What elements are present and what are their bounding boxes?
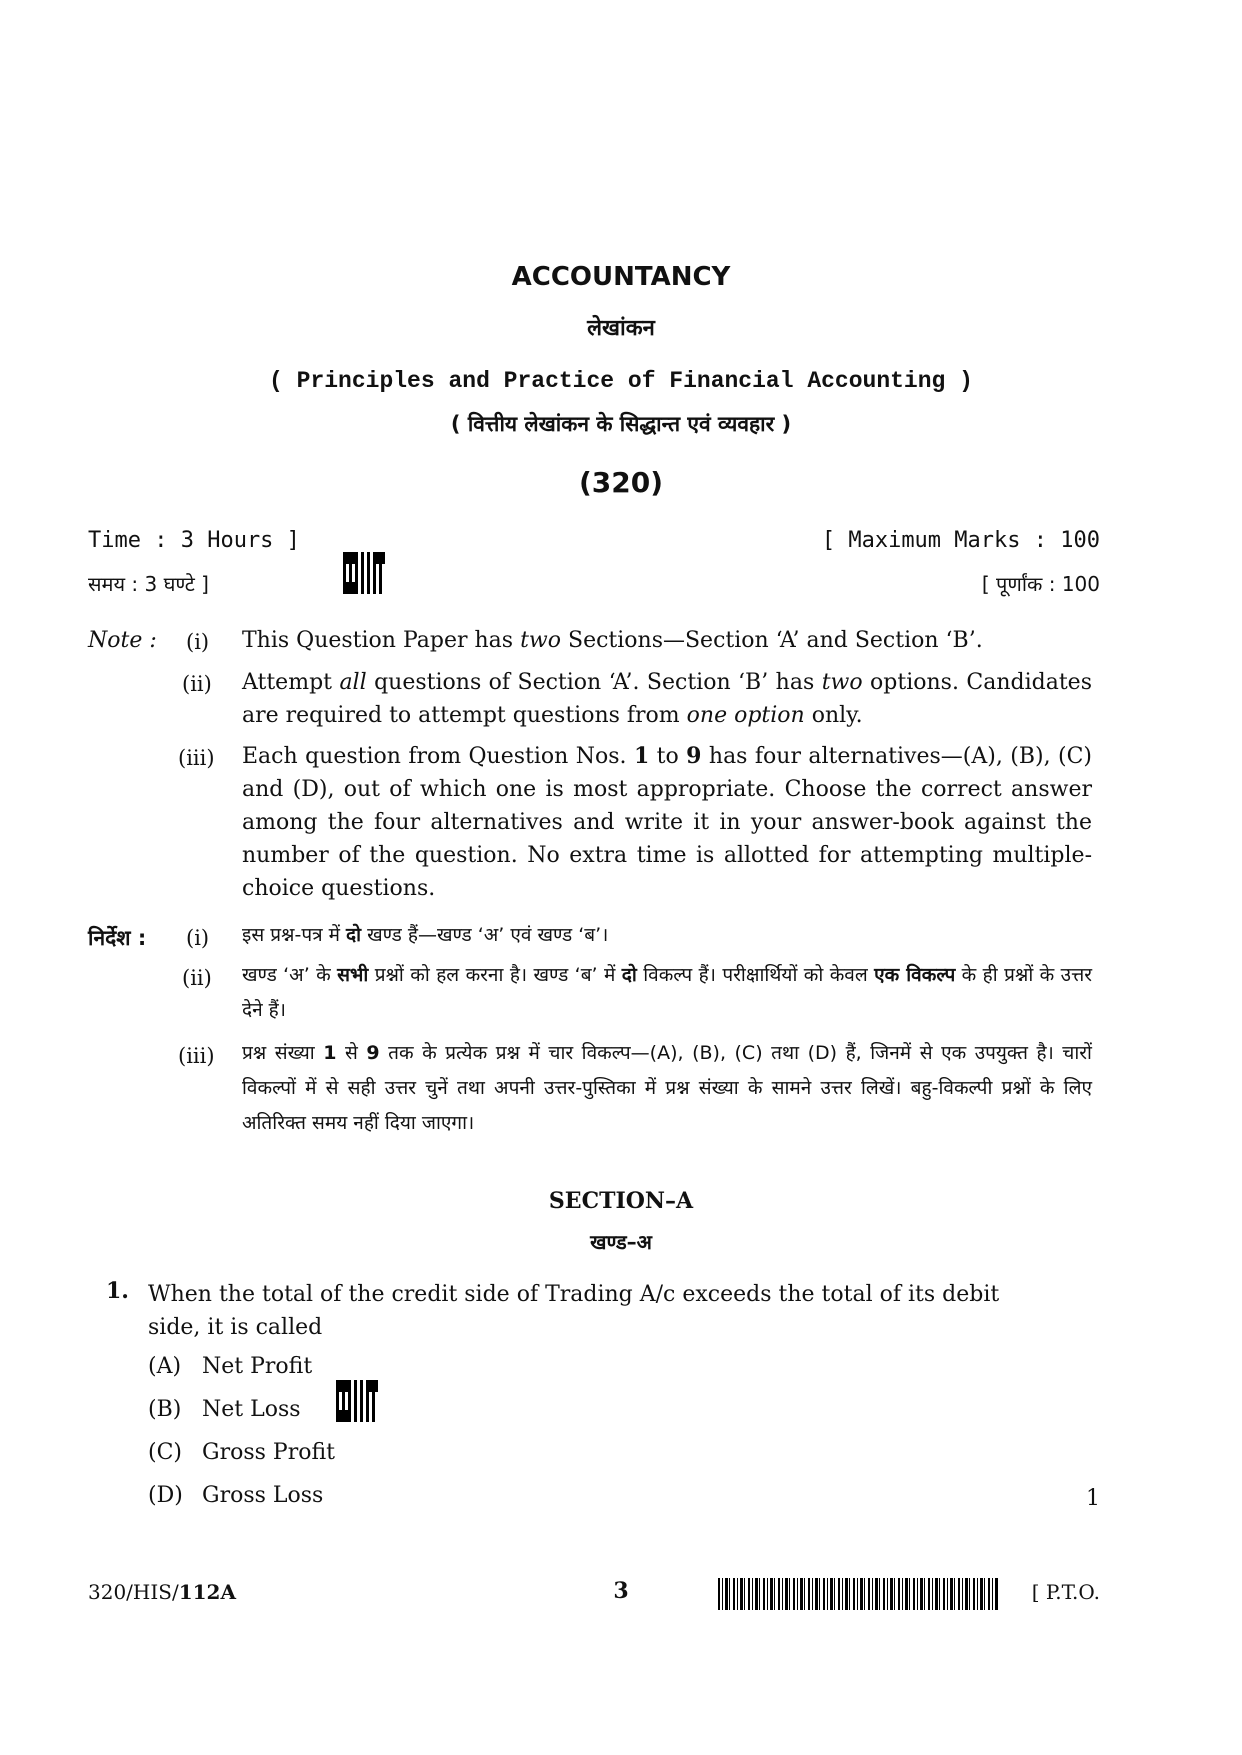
page-number: 3 <box>613 1578 629 1604</box>
barcode-icon <box>718 1578 998 1610</box>
option-d <box>148 1483 323 1508</box>
footer-code-prefix: 320/HIS/ <box>88 1580 179 1604</box>
note-item-text: Attempt all questions of Section ‘A’. Section ‘B’ has two options. Candidates are required to attempt questions from one option only. <box>242 670 1092 728</box>
note-label: Note : <box>88 628 157 653</box>
time-hindi: समय : 3 घण्टे ] <box>88 572 209 596</box>
pto-label: [ P.T.O. <box>1031 1580 1100 1604</box>
qr-code-icon <box>336 1380 378 1422</box>
option-text: Gross Loss <box>202 1483 324 1508</box>
time-english: Time : 3 Hours ] <box>88 528 300 553</box>
hindi-note-item-text: इस प्रश्न-पत्र में दो खण्ड हैं—खण्ड ‘अ’ एवं खण्ड ‘ब’। <box>242 924 609 946</box>
section-title-english: SECTION–A <box>548 1188 694 1214</box>
paper-title-hindi: लेखांकन <box>587 316 655 341</box>
option-b <box>148 1397 301 1422</box>
max-marks-english: [ Maximum Marks : 100 <box>821 528 1100 553</box>
option-a <box>148 1354 312 1379</box>
note-item-number: (iii) <box>178 746 215 770</box>
hindi-note-label: निर्देश : <box>88 926 147 950</box>
qr-code-icon <box>343 552 385 594</box>
hindi-note-item-number: (iii) <box>178 1044 215 1068</box>
option-text: Net Profit <box>202 1354 313 1379</box>
note-item-number: (ii) <box>182 672 212 696</box>
option-c <box>148 1440 335 1465</box>
option-text: Gross Profit <box>202 1440 335 1465</box>
option-label: (D) <box>148 1483 183 1508</box>
footer-code-bold: 112A <box>178 1580 236 1604</box>
paper-subtitle-english: ( Principles and Practice of Financial Accounting ) <box>269 368 973 394</box>
note-item-text: Each question from Question Nos. 1 to 9 has four alternatives—(A), (B), (C) and (D), out of which one is most appropriate. Choose the correct answer among the four alternatives and write it in your answer-book against the number of the question. No extra time is allotted for attempting multiple-choice questions. <box>242 743 1092 901</box>
question-text: When the total of the credit side of Trading A/c exceeds the total of its debit side, it is called <box>148 1282 1000 1340</box>
paper-code: (320) <box>578 466 664 499</box>
option-label: (A) <box>148 1354 182 1379</box>
paper-subtitle-hindi: ( वित्तीय लेखांकन के सिद्धान्त एवं व्यवहार ) <box>450 412 792 436</box>
question-number: 1. <box>106 1278 129 1304</box>
option-text: Net Loss <box>202 1397 301 1422</box>
section-title-hindi: खण्ड–अ <box>590 1230 652 1254</box>
hindi-note-item-text: प्रश्न संख्या 1 से 9 तक के प्रत्येक प्रश्न में चार विकल्प—(A), (B), (C) तथा (D) हैं, जिनमें से एक उपयुक्त है। चारों विकल्पों में से सही उत्तर चुनें तथा अपनी उत्तर-पुस्तिका में प्रश्न संख्या के सामने उत्तर लिखें। बहु-विकल्पी प्रश्नों के लिए अतिरिक्त समय नहीं दिया जाएगा। <box>242 1042 1092 1134</box>
hindi-note-item-text: खण्ड ‘अ’ के सभी प्रश्नों को हल करना है। खण्ड ‘ब’ में दो विकल्प हैं। परीक्षार्थियों को केवल एक विकल्प के ही प्रश्नों के उत्तर देने हैं। <box>242 964 1092 1021</box>
note-item-number: (i) <box>186 630 210 654</box>
option-label: (B) <box>148 1397 182 1422</box>
option-label: (C) <box>148 1440 182 1465</box>
hindi-note-item-number: (i) <box>186 926 210 950</box>
max-marks-hindi: [ पूर्णांक : 100 <box>981 572 1100 596</box>
hindi-note-item-number: (ii) <box>182 966 212 990</box>
question-marks: 1 <box>1086 1486 1100 1511</box>
paper-title-english: ACCOUNTANCY <box>511 262 731 292</box>
note-item-text: This Question Paper has two Sections—Section ‘A’ and Section ‘B’. <box>242 628 983 653</box>
